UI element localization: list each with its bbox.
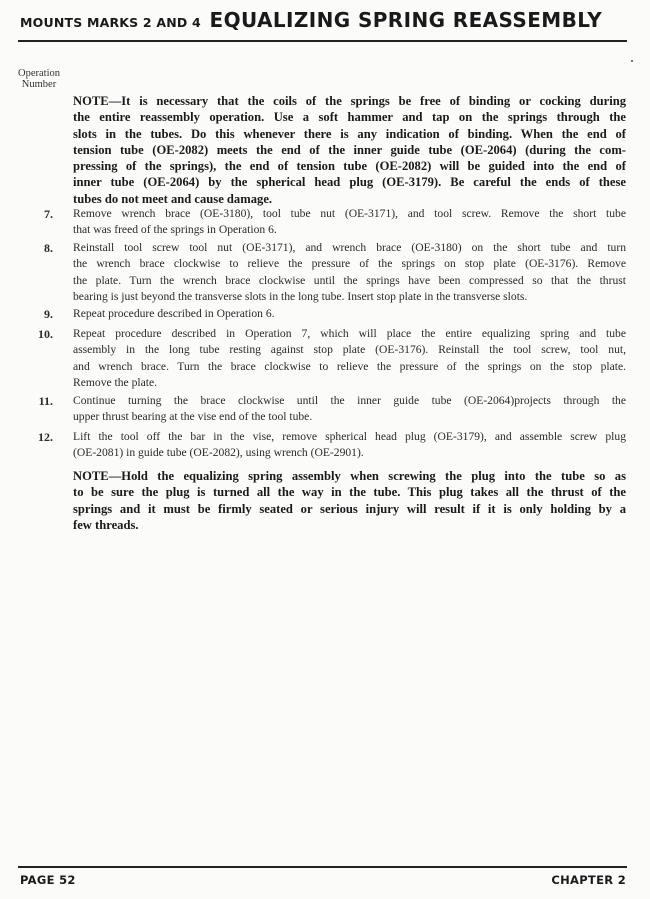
text-line: Remove the plate. xyxy=(73,375,158,389)
scan-speck xyxy=(631,60,633,62)
operation-step xyxy=(44,206,626,239)
label-line: Number xyxy=(21,79,57,90)
text-line: assembly in the long tube resting against stop plate (OE-3176). Reinstall the tool screw, tool nut, xyxy=(73,343,626,357)
operation-number-label xyxy=(18,68,60,90)
text-line: inner tube (OE-2064) by the spherical head plug (OE-3179). Be careful the ends of these xyxy=(73,175,626,190)
text-line: to be sure the plug is turned all the way in the tube. This plug takes all the thrust of the xyxy=(73,485,626,500)
text-line: that was freed of the springs in Operation 6. xyxy=(73,223,277,237)
label-line: Operation xyxy=(18,68,60,79)
step-number: 10. xyxy=(38,327,53,341)
chapter-label: CHAPTER 2 xyxy=(551,873,626,887)
page-title: EQUALIZING SPRING REASSEMBLY xyxy=(209,8,603,32)
text-line: tubes do not meet and cause damage. xyxy=(73,191,273,206)
step-number: 12. xyxy=(38,430,53,444)
header-series: MOUNTS MARKS 2 AND 4 xyxy=(20,15,201,30)
header-rule xyxy=(18,40,627,42)
text-line: and wrench brace. Turn the brace clockwise to relieve the pressure of the springs on the stop plate. xyxy=(73,359,626,373)
operation-step xyxy=(38,326,626,391)
operation-step xyxy=(44,240,626,305)
text-line: pressing of the springs), the end of tension tube (OE-2082) will be guided into the end of xyxy=(73,159,626,174)
text-line: Repeat procedure described in Operation 7, which will place the entire equalizing spring and tube xyxy=(73,327,626,340)
footer-rule xyxy=(18,866,627,868)
operation-step xyxy=(44,306,626,322)
text-line: Remove wrench brace (OE-3180), tool tube nut (OE-3171), and tool screw. Remove the short tube xyxy=(73,207,626,220)
step-number: 9. xyxy=(44,307,53,321)
note-top xyxy=(73,93,626,207)
text-line: NOTE—It is necessary that the coils of the springs be free of binding or cocking during xyxy=(73,94,626,108)
page-number: PAGE 52 xyxy=(20,873,76,887)
text-line: Repeat procedure described in Operation 6. xyxy=(73,307,275,320)
text-line: tension tube (OE-2082) meets the end of the inner guide tube (OE-2064) (during the com- xyxy=(73,142,626,157)
step-number: 7. xyxy=(44,207,53,221)
operation-step xyxy=(38,429,626,462)
operation-step xyxy=(38,393,626,426)
text-line: springs and it must be firmly seated or serious injury will result if it is only holding by a xyxy=(73,501,626,516)
text-line: the plate. Turn the wrench brace clockwise until the springs have been compressed so that the thrust xyxy=(73,273,626,287)
text-line: the entire reassembly operation. Use a soft hammer and tap on the springs through the xyxy=(73,110,626,125)
text-line: few threads. xyxy=(73,517,139,532)
step-number: 11. xyxy=(38,394,53,408)
text-line: Lift the tool off the bar in the vise, remove spherical head plug (OE-3179), and assemble screw plug xyxy=(73,430,626,443)
text-line: NOTE—Hold the equalizing spring assembly when screwing the plug into the tube so as xyxy=(73,469,626,483)
text-line: Continue turning the brace clockwise until the inner guide tube (OE-2064)projects through the xyxy=(73,394,626,407)
note-bottom xyxy=(73,468,626,533)
text-line: upper thrust bearing at the vise end of the tool tube. xyxy=(73,410,313,424)
text-line: (OE-2081) in guide tube (OE-2082), using wrench (OE-2901). xyxy=(73,446,364,460)
page-header xyxy=(20,8,602,32)
text-line: bearing is just beyond the transverse slots in the long tube. Insert stop plate in the transverse slots. xyxy=(73,289,528,303)
step-number: 8. xyxy=(44,241,53,255)
text-line: slots in the tubes. Do this whenever there is any indication of binding. When the end of xyxy=(73,126,626,141)
text-line: Reinstall tool screw tool nut (OE-3171), and wrench brace (OE-3180) on the short tube and turn xyxy=(73,241,626,254)
text-line: the wrench brace clockwise to relieve the pressure of the springs on stop plate (OE-3176). Remove xyxy=(73,257,626,271)
